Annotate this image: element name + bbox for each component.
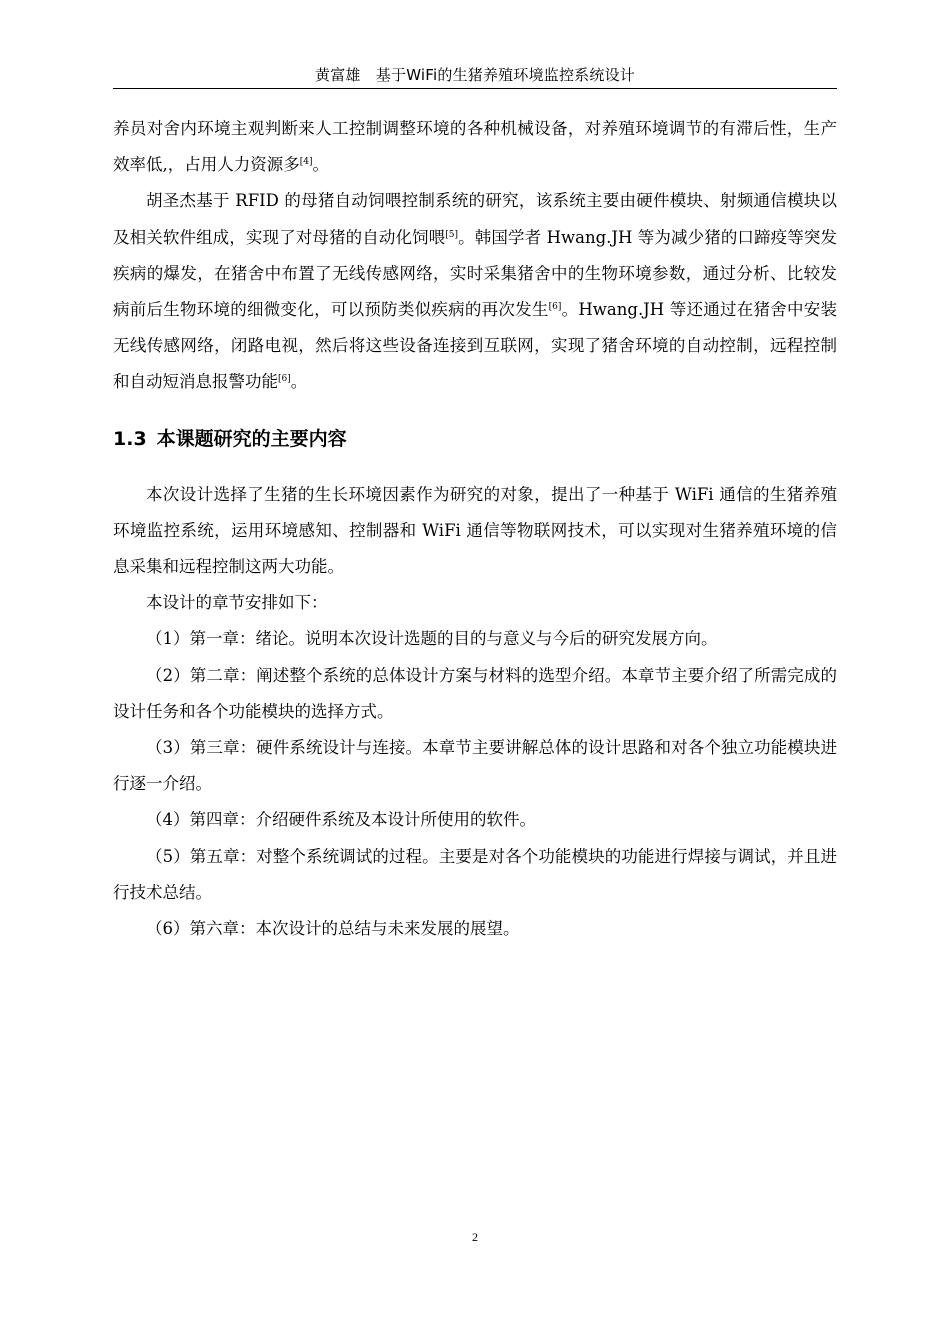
running-header <box>113 64 837 89</box>
paragraph-tail: 。 <box>312 155 329 175</box>
paragraph-text: 本设计的章节安排如下： <box>146 593 328 613</box>
chapter-item: （2）第二章：阐述整个系统的总体设计方案与材料的选型介绍。本章节主要介绍了所需完成的设计任务和各个功能模块的选择方式。 <box>113 665 837 721</box>
chapter-item: （3）第三章：硬件系统设计与连接。本章节主要讲解总体的设计思路和对各个独立功能模块进行逐一介绍。 <box>113 738 837 794</box>
citation-ref: [5] <box>445 229 459 240</box>
section-title: 本课题研究的主要内容 <box>156 427 347 450</box>
chapter-item: （6）第六章：本次设计的总结与未来发展的展望。 <box>146 919 520 939</box>
chapter-item: （1）第一章：绪论。说明本次设计选题的目的与意义与今后的研究发展方向。 <box>146 629 718 649</box>
chapter-item: （4）第四章：介绍硬件系统及本设计所使用的软件。 <box>146 810 536 830</box>
paragraph-text: 胡圣杰基于 RFID 的母猪自动饲喂控制系统的研究，该系统主要由硬件模块、射频通信模块以及相关软件组成，实现了对母猪的自动化饲喂 <box>113 191 837 247</box>
section-heading <box>113 421 837 457</box>
section-number: 1.3 <box>113 427 147 450</box>
header-title: 黄富雄 基于WiFi的生猪养殖环境监控系统设计 <box>315 66 635 84</box>
chapters-lead <box>113 585 837 621</box>
paragraph-text: 本次设计选择了生猪的生长环境因素作为研究的对象，提出了一种基于 WiFi 通信的生猪养殖环境监控系统，运用环境感知、控制器和 WiFi 通信等物联网技术，可以实现对生猪养殖环境的信息采集和远程控制这两大功能。 <box>113 484 837 577</box>
citation-ref: [4] <box>299 157 313 168</box>
page-number: 2 <box>472 1230 478 1244</box>
paragraph-text: 养员对舍内环境主观判断来人工控制调整环境的各种机械设备，对养殖环境调节的有滞后性，生产效率低,，占用人力资源多 <box>113 119 837 175</box>
paragraph-text: 。Hwang.JH 等还通过在猪舍中安装无线传感网络，闭路电视，然后将这些设备连接到互联网，实现了猪舍环境的自动控制，远程控制和自动短消息报警功能 <box>113 300 837 392</box>
body-paragraph <box>113 111 837 183</box>
citation-ref: [6] <box>548 302 562 313</box>
paragraph-tail: 。 <box>290 372 308 392</box>
page-body <box>113 111 837 947</box>
paragraph-text: 。韩国学者 Hwang.JH 等为减少猪的口蹄疫等突发疾病的爆发，在猪舍中布置了无线传感网络，实时采集猪舍中的生物环境参数，通过分析、比较发病前后生物环境的细微变化，可以预防类似疾病的再次发生 <box>113 227 838 320</box>
body-paragraph <box>113 183 837 400</box>
citation-ref: [6] <box>278 374 291 385</box>
chapter-item: （5）第五章：对整个系统调试的过程。主要是对各个功能模块的功能进行焊接与调试，并且进行技术总结。 <box>113 846 837 902</box>
body-paragraph <box>113 477 837 586</box>
page-footer <box>0 1230 950 1245</box>
